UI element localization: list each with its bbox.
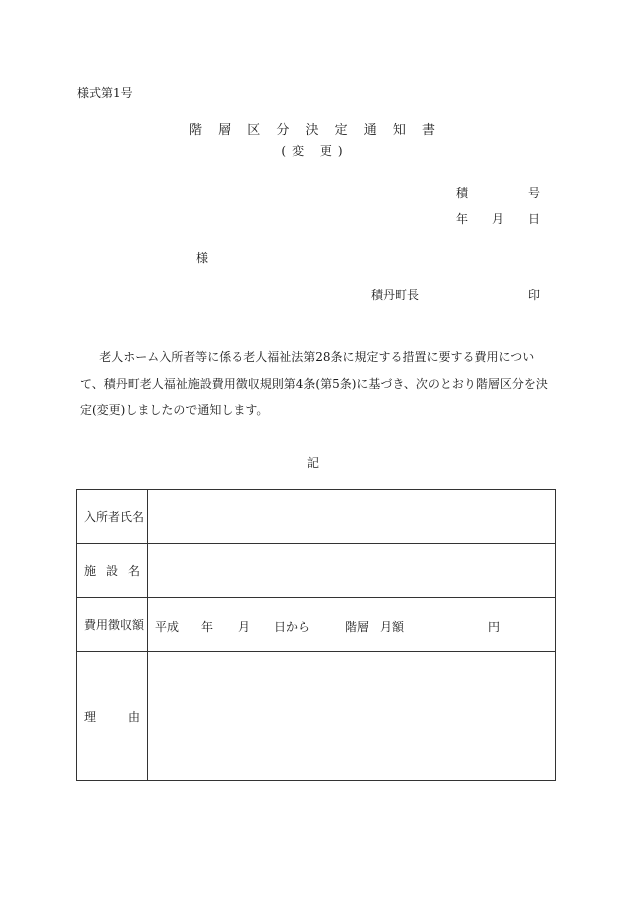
date-month: 月 [492, 212, 505, 226]
facility-name-value [148, 544, 556, 598]
fee-yen: 円 [488, 619, 501, 634]
date-day: 日 [528, 212, 541, 226]
reference-suffix: 号 [528, 186, 541, 200]
form-number: 様式第1号 [77, 86, 133, 100]
reason-label-char: 由 [127, 709, 140, 724]
fee-month: 月 [238, 619, 251, 634]
table-row-facility-name [77, 544, 556, 598]
ki-heading: 記 [307, 456, 320, 470]
reference-prefix: 積 [456, 186, 469, 200]
issuer-name: 積丹町長 [371, 288, 420, 302]
facility-label-char: 名 [127, 564, 140, 578]
table-row-fee [77, 598, 556, 652]
document-title: 階 層 区 分 決 定 通 知 書 [188, 123, 442, 138]
fee-monthly: 月額 [380, 619, 405, 634]
fee-day-from: 日から [274, 619, 311, 634]
seal-mark: 印 [528, 288, 541, 302]
resident-name-label: 入所者氏名 [77, 490, 148, 544]
date-year: 年 [456, 212, 469, 226]
document-subtitle: (変 更) [281, 144, 349, 158]
fee-tier: 階層 [345, 619, 370, 634]
info-table [76, 489, 556, 781]
reason-value [148, 652, 556, 781]
table-row-resident-name [77, 490, 556, 544]
fee-era: 平成 [155, 619, 180, 634]
fee-value [148, 598, 556, 652]
reason-label-char: 理 [84, 709, 97, 724]
body-paragraph: 老人ホーム入所者等に係る老人福祉法第28条に規定する措置に要する費用について、積丹町老人福祉施設費用徴収規則第4条(第5条)に基づき、次のとおり階層区分を決定(変更)しましたので通知します。 [80, 350, 548, 417]
facility-label-char: 設 [105, 564, 118, 578]
facility-label-char: 施 [84, 564, 97, 578]
resident-name-value [148, 490, 556, 544]
addressee-suffix: 様 [196, 251, 209, 265]
reason-label [77, 652, 148, 781]
fee-year: 年 [201, 619, 214, 634]
fee-label: 費用徴収額 [77, 598, 148, 652]
table-row-reason [77, 652, 556, 781]
facility-name-label [77, 544, 148, 598]
